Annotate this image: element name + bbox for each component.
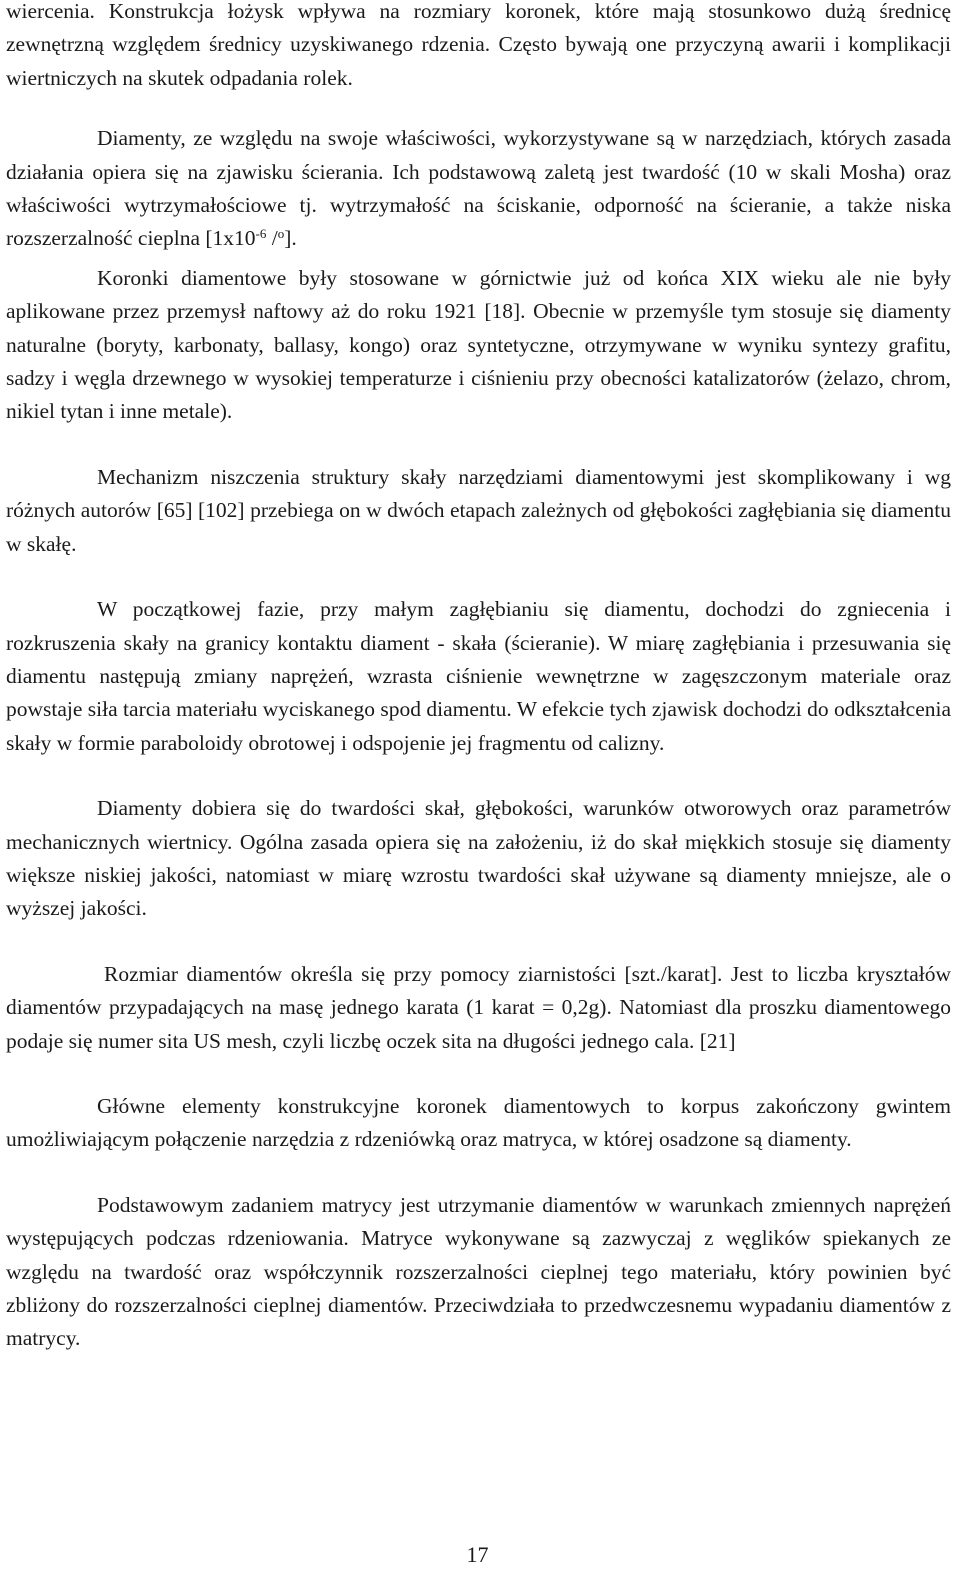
paragraph-bit-construction: Główne elementy konstrukcyjne koronek diamentowych to korpus zakończony gwintem umożliwiającym połączenie narzędzia z rdzeniówką oraz matryca, w której osadzone są diamenty.	[6, 1093, 951, 1152]
paragraph-diamond-properties	[6, 122, 951, 256]
paragraph-diamond-size: Rozmiar diamentów określa się przy pomocy ziarnistości [szt./karat]. Jest to liczba kryształów diamentów przypadających na masę jednego karata (1 karat = 0,2g). Natomiast dla proszku diamentowego podaje się numer sita US mesh, czyli liczbę oczek sita na długości jednego cala. [21]	[6, 961, 951, 1053]
paragraph-mechanism: Mechanizm niszczenia struktury skały narzędziami diamentowymi jest skomplikowany i wg różnych autorów [65] [102] przebiega on w dwóch etapach zależnych od głębokości zagłębiania się diamentu w skałę.	[6, 464, 951, 556]
paragraph-initial-phase: W początkowej fazie, przy małym zagłębianiu się diamentu, dochodzi do zgniecenia i rozkruszenia skały na granicy kontaktu diament - skała (ścieranie). W miarę zagłębiania i przesuwania się diamentu następują zmiany naprężeń, wzrasta ciśnienie wewnętrzne w zagęszczonym materiale oraz powstaje siła tarcia materiału wyciskanego spod diamentu. W efekcie tych zjawisk dochodzi do odkształcenia skały w formie paraboloidy obrotowej i odspojenie jej fragmentu od calizny.	[6, 597, 951, 755]
page-number: 17	[466, 1542, 489, 1567]
closing-bracket: ].	[284, 226, 297, 251]
paragraph-diamond-selection: Diamenty dobiera się do twardości skał, głębokości, warunków otworowych oraz parametrów mechanicznych wiertnicy. Ogólna zasada opiera się na założeniu, iż do skał miękkich stosuje się diamenty większe niskiej jakości, natomiast w miarę wzrostu twardości skał używane są diamenty mniejsze, ale o wyższej jakości.	[6, 796, 951, 921]
degree-sign: o	[277, 226, 285, 242]
diamond-properties-text: Diamenty, ze względu na swoje właściwości, wykorzystywane są w narzędziach, których zasada działania opiera się na zjawisku ścierania. Ich podstawową zaletą jest twardość (10 w skali Mosha) oraz właściwości wytrzymałościowe tj. wytrzymałość na ściskanie, odporność na ścieranie, a także niska rozszerzalność cieplna [1x10	[6, 126, 951, 251]
unit-slash: /	[266, 226, 278, 251]
page-body	[6, 0, 951, 1356]
paragraph-matrix: Podstawowym zadaniem matrycy jest utrzymanie diamentów w warunkach zmiennych naprężeń występujących podczas rdzeniowania. Matryce wykonywane są zazwyczaj z węglików spiekanych ze względu na twardość oraz współczynnik rozszerzalności cieplnej tego materiału, który powinien być zbliżony do rozszerzalności cieplnej diamentów. Przeciwdziała to przedwczesnemu wypadaniu diamentów z matrycy.	[6, 1192, 951, 1351]
exponent: -6	[255, 226, 267, 242]
paragraph-diamond-history: Koronki diamentowe były stosowane w górnictwie już od końca XIX wieku ale nie były aplikowane przez przemysł naftowy aż do roku 1921 [18]. Obecnie w przemyśle tym stosuje się diamenty naturalne (boryty, karbonaty, ballasy, kongo) oraz syntetyczne, otrzymywane w wyniku syntezy grafitu, sadzy i węgla drzewnego w wysokiej temperaturze i ciśnieniu przy obecności katalizatorów (żelazo, chrom, nikiel tytan i inne metale).	[6, 265, 951, 424]
paragraph-bearings: wiercenia. Konstrukcja łożysk wpływa na rozmiary koronek, które mają stosunkowo dużą średnicę zewnętrzną względem średnicy uzyskiwanego rdzenia. Często bywają one przyczyną awarii i komplikacji wiertniczych na skutek odpadania rolek.	[6, 0, 951, 90]
